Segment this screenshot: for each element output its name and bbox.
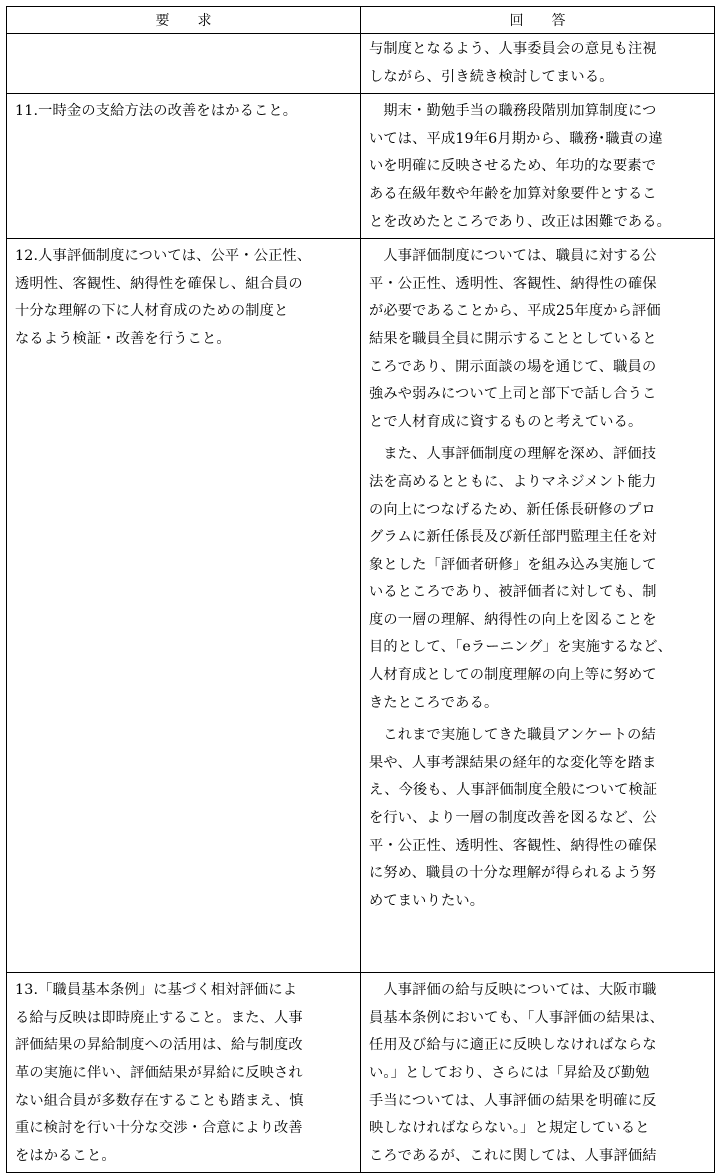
request-line: ない組合員が多数存在することも踏まえ、慎 [15, 1092, 304, 1109]
answer-line: 員基本条例においても、「人事評価の結果は、 [369, 1009, 665, 1026]
answer-header-label: 回 答 [509, 13, 566, 29]
answer-line: が必要であることから、平成25年度から評価 [369, 303, 661, 320]
request-line: 透明性、客観性、納得性を確保し、組合員の [15, 275, 303, 292]
answer-paragraph [369, 722, 708, 915]
answer-line: 手当については、人事評価の結果を明確に反 [369, 1092, 657, 1109]
request-line: 13.「職員基本条例」に基づく相対評価によ [15, 982, 298, 999]
answer-cell [361, 973, 715, 1173]
answer-line: ある在級年数や年齢を加算対象要件とするこ [369, 185, 657, 202]
answer-line: いては、平成19年6月期から、職務･職責の違 [369, 130, 663, 147]
request-text [7, 94, 360, 128]
answer-line: めてまいりたい。 [369, 892, 485, 909]
request-line: 12.人事評価制度については、公平・公正性、 [15, 248, 312, 265]
answer-line: 人事評価制度については、職員に対する公 [369, 248, 657, 265]
answer-cell [361, 239, 715, 973]
request-line: る給与反映は即時廃止すること。また、人事 [15, 1009, 303, 1026]
answer-line: に努め、職員の十分な理解が得られるよう努 [369, 865, 657, 882]
answer-line: 人材育成としての制度理解の向上等に努めて [369, 667, 657, 684]
table-row [7, 239, 715, 973]
answer-line: 法を高めるとともに、よりマネジメント能力 [369, 473, 657, 490]
answer-paragraph [369, 36, 708, 91]
answer-line: 任用及び給与に適正に反映しなければならな [369, 1037, 657, 1054]
request-cell [7, 94, 361, 239]
answer-line: とで人材育成に資するものと考えている。 [369, 413, 643, 430]
answer-line: いを明確に反映させるため、年功的な要素で [369, 158, 657, 175]
table-row [7, 94, 715, 239]
request-answer-table [6, 6, 715, 1173]
answer-paragraph [369, 977, 708, 1170]
answer-paragraph [369, 441, 708, 717]
answer-line: しながら、引き続き検討してまいる。 [369, 68, 614, 85]
answer-line: ころであるが、これに関しては、人事評価結 [369, 1147, 657, 1164]
request-line: 革の実施に伴い、評価結果が昇給に反映され [15, 1064, 303, 1081]
answer-line: を行い、より一層の制度改善を図るなど、公 [369, 810, 657, 827]
answer-line: また、人事評価制度の理解を深め、評価技 [369, 446, 657, 463]
request-line: なるよう検証・改善を行うこと。 [15, 330, 231, 347]
request-line: 評価結果の昇給制度への活用は、給与制度改 [15, 1037, 303, 1054]
answer-line: 平・公正性、透明性、客観性、納得性の確保 [369, 275, 657, 292]
request-cell [7, 34, 361, 94]
table-row [7, 34, 715, 94]
answer-line: 映しなければならない。」と規定していると [369, 1120, 650, 1137]
request-line: 重に検討を行い十分な交渉・合意により改善 [15, 1120, 303, 1137]
table-row [7, 973, 715, 1173]
answer-line: 度の一層の理解、納得性の向上を図ることを [369, 611, 657, 628]
answer-cell [361, 94, 715, 239]
answer-line: 目的として、「eラーニング」を実施するなど、 [369, 639, 673, 656]
answer-line: グラムに新任係長及び新任部門監理主任を対 [369, 529, 657, 546]
request-line: 11.一時金の支給方法の改善をはかること。 [15, 103, 298, 120]
request-text [7, 34, 360, 40]
request-text [7, 973, 360, 1172]
answer-line: 象とした「評価者研修」を組み込み実施して [369, 556, 657, 573]
answer-line: 与制度となるよう、人事委員会の意見も注視 [369, 41, 657, 57]
answer-line: え、今後も、人事評価制度全般について検証 [369, 782, 658, 799]
request-cell [7, 973, 361, 1173]
answer-line: い。」としており、さらには「昇給及び勤勉 [369, 1064, 650, 1081]
answer-line: きたところである。 [369, 694, 499, 711]
answer-line: 結果を職員全員に開示することとしていると [369, 330, 657, 347]
answer-line: 人事評価の給与反映については、大阪市職 [369, 982, 657, 999]
answer-line: ころであり、開示面談の場を通じて、職員の [369, 358, 657, 375]
request-text [7, 239, 360, 355]
request-cell [7, 239, 361, 973]
answer-line: 強みや弱みについて上司と部下で話し合うこ [369, 386, 657, 403]
request-line: 十分な理解の下に人材育成のための制度と [15, 303, 289, 320]
answer-line: 果や、人事考課結果の経年的な変化等を踏ま [369, 754, 657, 771]
request-header-label: 要 求 [155, 13, 212, 29]
answer-line: 平・公正性、透明性、客観性、納得性の確保 [369, 837, 657, 854]
answer-line: いるところであり、被評価者に対しても、制 [369, 584, 657, 601]
answer-line: とを改めたところであり、改正は困難である。 [369, 213, 671, 230]
header-row [7, 7, 715, 34]
answer-paragraph [369, 243, 708, 436]
answer-line: 期末・勤勉手当の職務段階別加算制度につ [369, 103, 657, 120]
answer-paragraph [369, 98, 708, 236]
answer-cell [361, 34, 715, 94]
answer-column-header [361, 7, 715, 34]
request-line: をはかること。 [15, 1147, 116, 1164]
answer-line: の向上につなげるため、新任係長研修のプロ [369, 501, 656, 518]
answer-line: これまで実施してきた職員アンケートの結 [369, 727, 656, 744]
request-column-header [7, 7, 361, 34]
